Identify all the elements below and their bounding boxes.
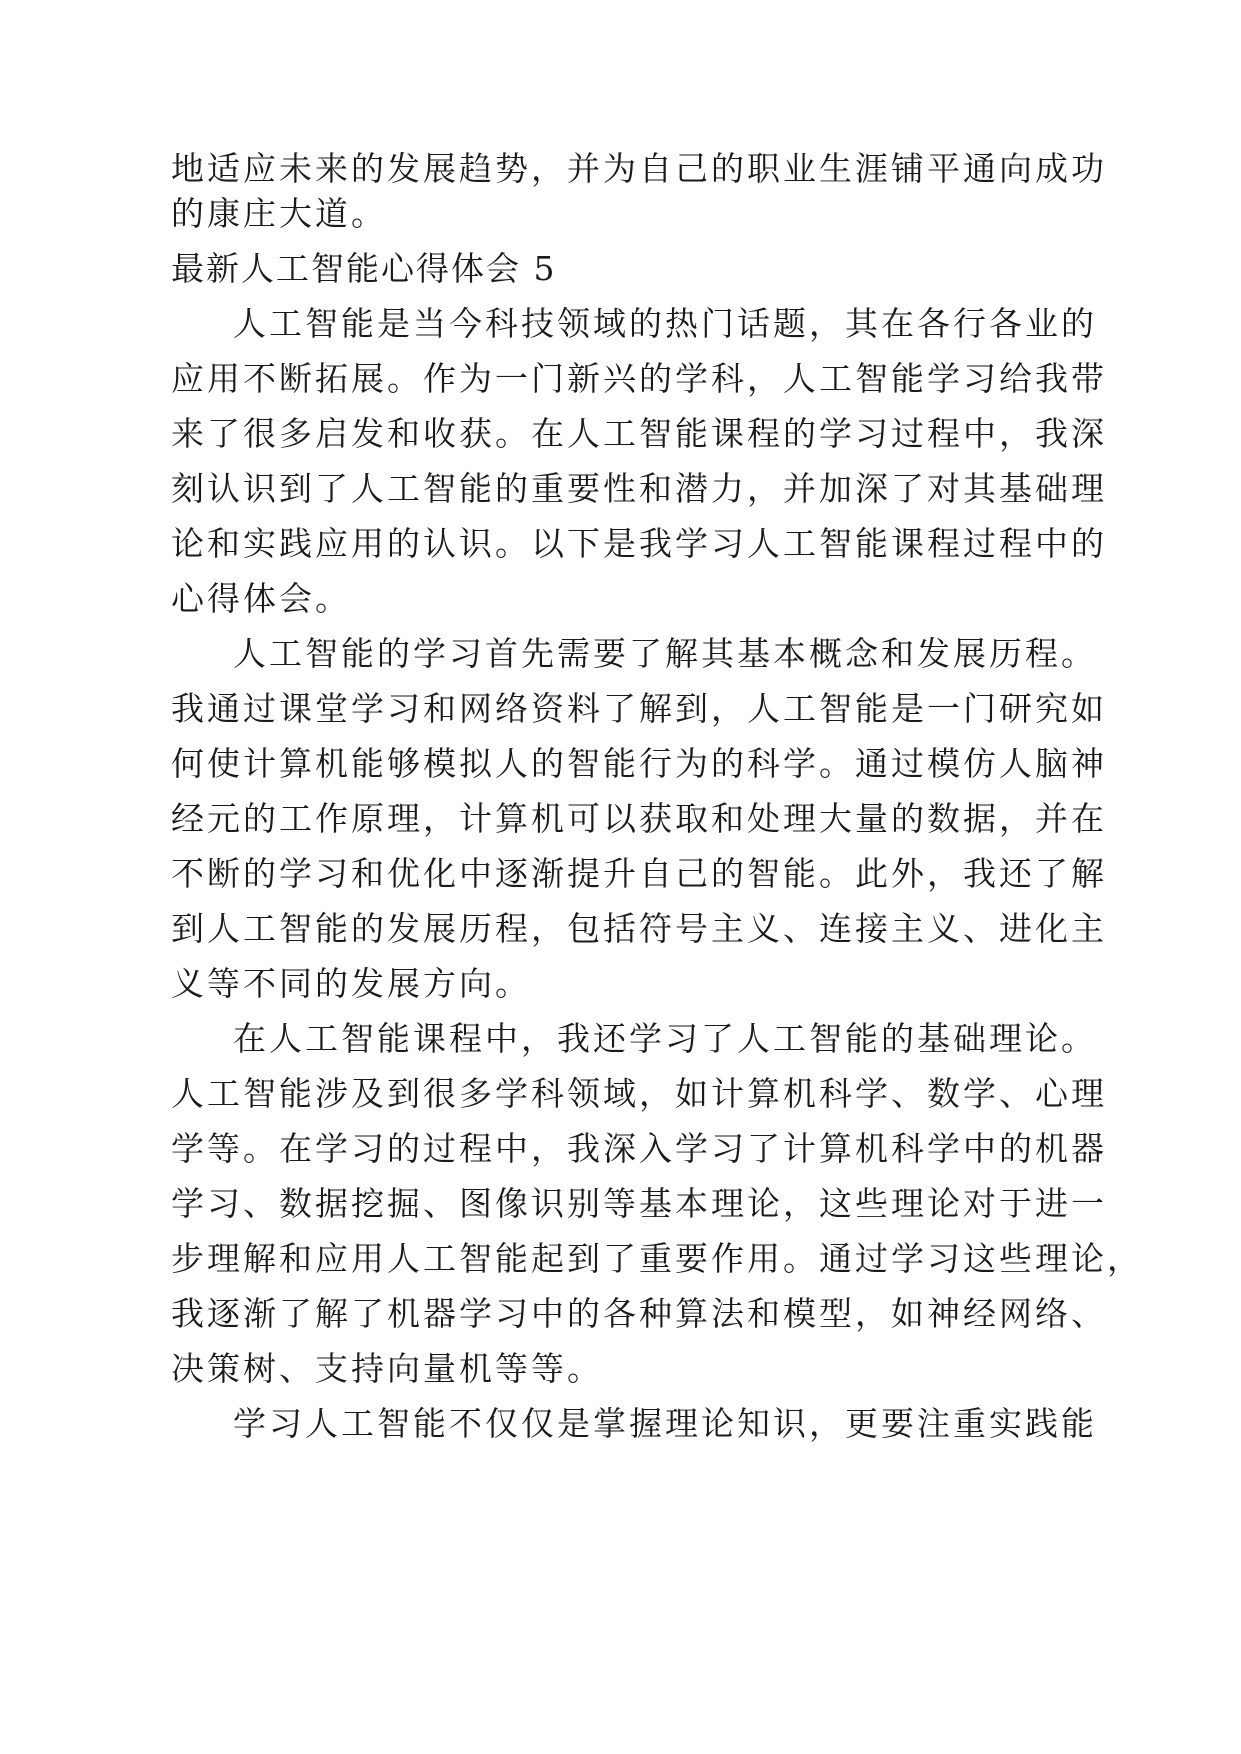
text-line: 刻认识到了人工智能的重要性和潜力，并加深了对其基础理 [171,469,1107,508]
text-line: 人工智能的学习首先需要了解其基本概念和发展历程。 [233,634,1097,673]
text-line: 步理解和应用人工智能起到了重要作用。通过学习这些理论， [171,1239,1143,1278]
text-line: 学等。在学习的过程中，我深入学习了计算机科学中的机器 [171,1129,1107,1168]
text-line: 的康庄大道。 [171,194,387,233]
text-line: 义等不同的发展方向。 [171,964,531,1003]
text-line: 学习、数据挖掘、图像识别等基本理论，这些理论对于进一 [171,1184,1107,1223]
text-line: 学习人工智能不仅仅是掌握理论知识，更要注重实践能 [233,1404,1097,1443]
text-line: 我通过课堂学习和网络资料了解到，人工智能是一门研究如 [171,689,1107,728]
text-line: 人工智能是当今科技领域的热门话题，其在各行各业的 [233,304,1097,343]
text-line: 不断的学习和优化中逐渐提升自己的智能。此外，我还了解 [171,854,1107,893]
text-line: 心得体会。 [171,579,351,618]
text-line: 何使计算机能够模拟人的智能行为的科学。通过模仿人脑神 [171,744,1107,783]
text-line: 人工智能涉及到很多学科领域，如计算机科学、数学、心理 [171,1074,1107,1113]
text-line: 来了很多启发和收获。在人工智能课程的学习过程中，我深 [171,414,1107,453]
text-line: 应用不断拓展。作为一门新兴的学科，人工智能学习给我带 [171,359,1107,398]
text-line: 到人工智能的发展历程，包括符号主义、连接主义、进化主 [171,909,1107,948]
text-line: 我逐渐了解了机器学习中的各种算法和模型，如神经网络、 [171,1294,1107,1333]
text-line: 地适应未来的发展趋势，并为自己的职业生涯铺平通向成功 [171,149,1107,188]
text-line: 在人工智能课程中，我还学习了人工智能的基础理论。 [233,1019,1097,1058]
section-heading: 最新人工智能心得体会 5 [171,249,557,288]
text-line: 经元的工作原理，计算机可以获取和处理大量的数据，并在 [171,799,1107,838]
text-line: 论和实践应用的认识。以下是我学习人工智能课程过程中的 [171,524,1107,563]
text-line: 决策树、支持向量机等等。 [171,1349,603,1388]
